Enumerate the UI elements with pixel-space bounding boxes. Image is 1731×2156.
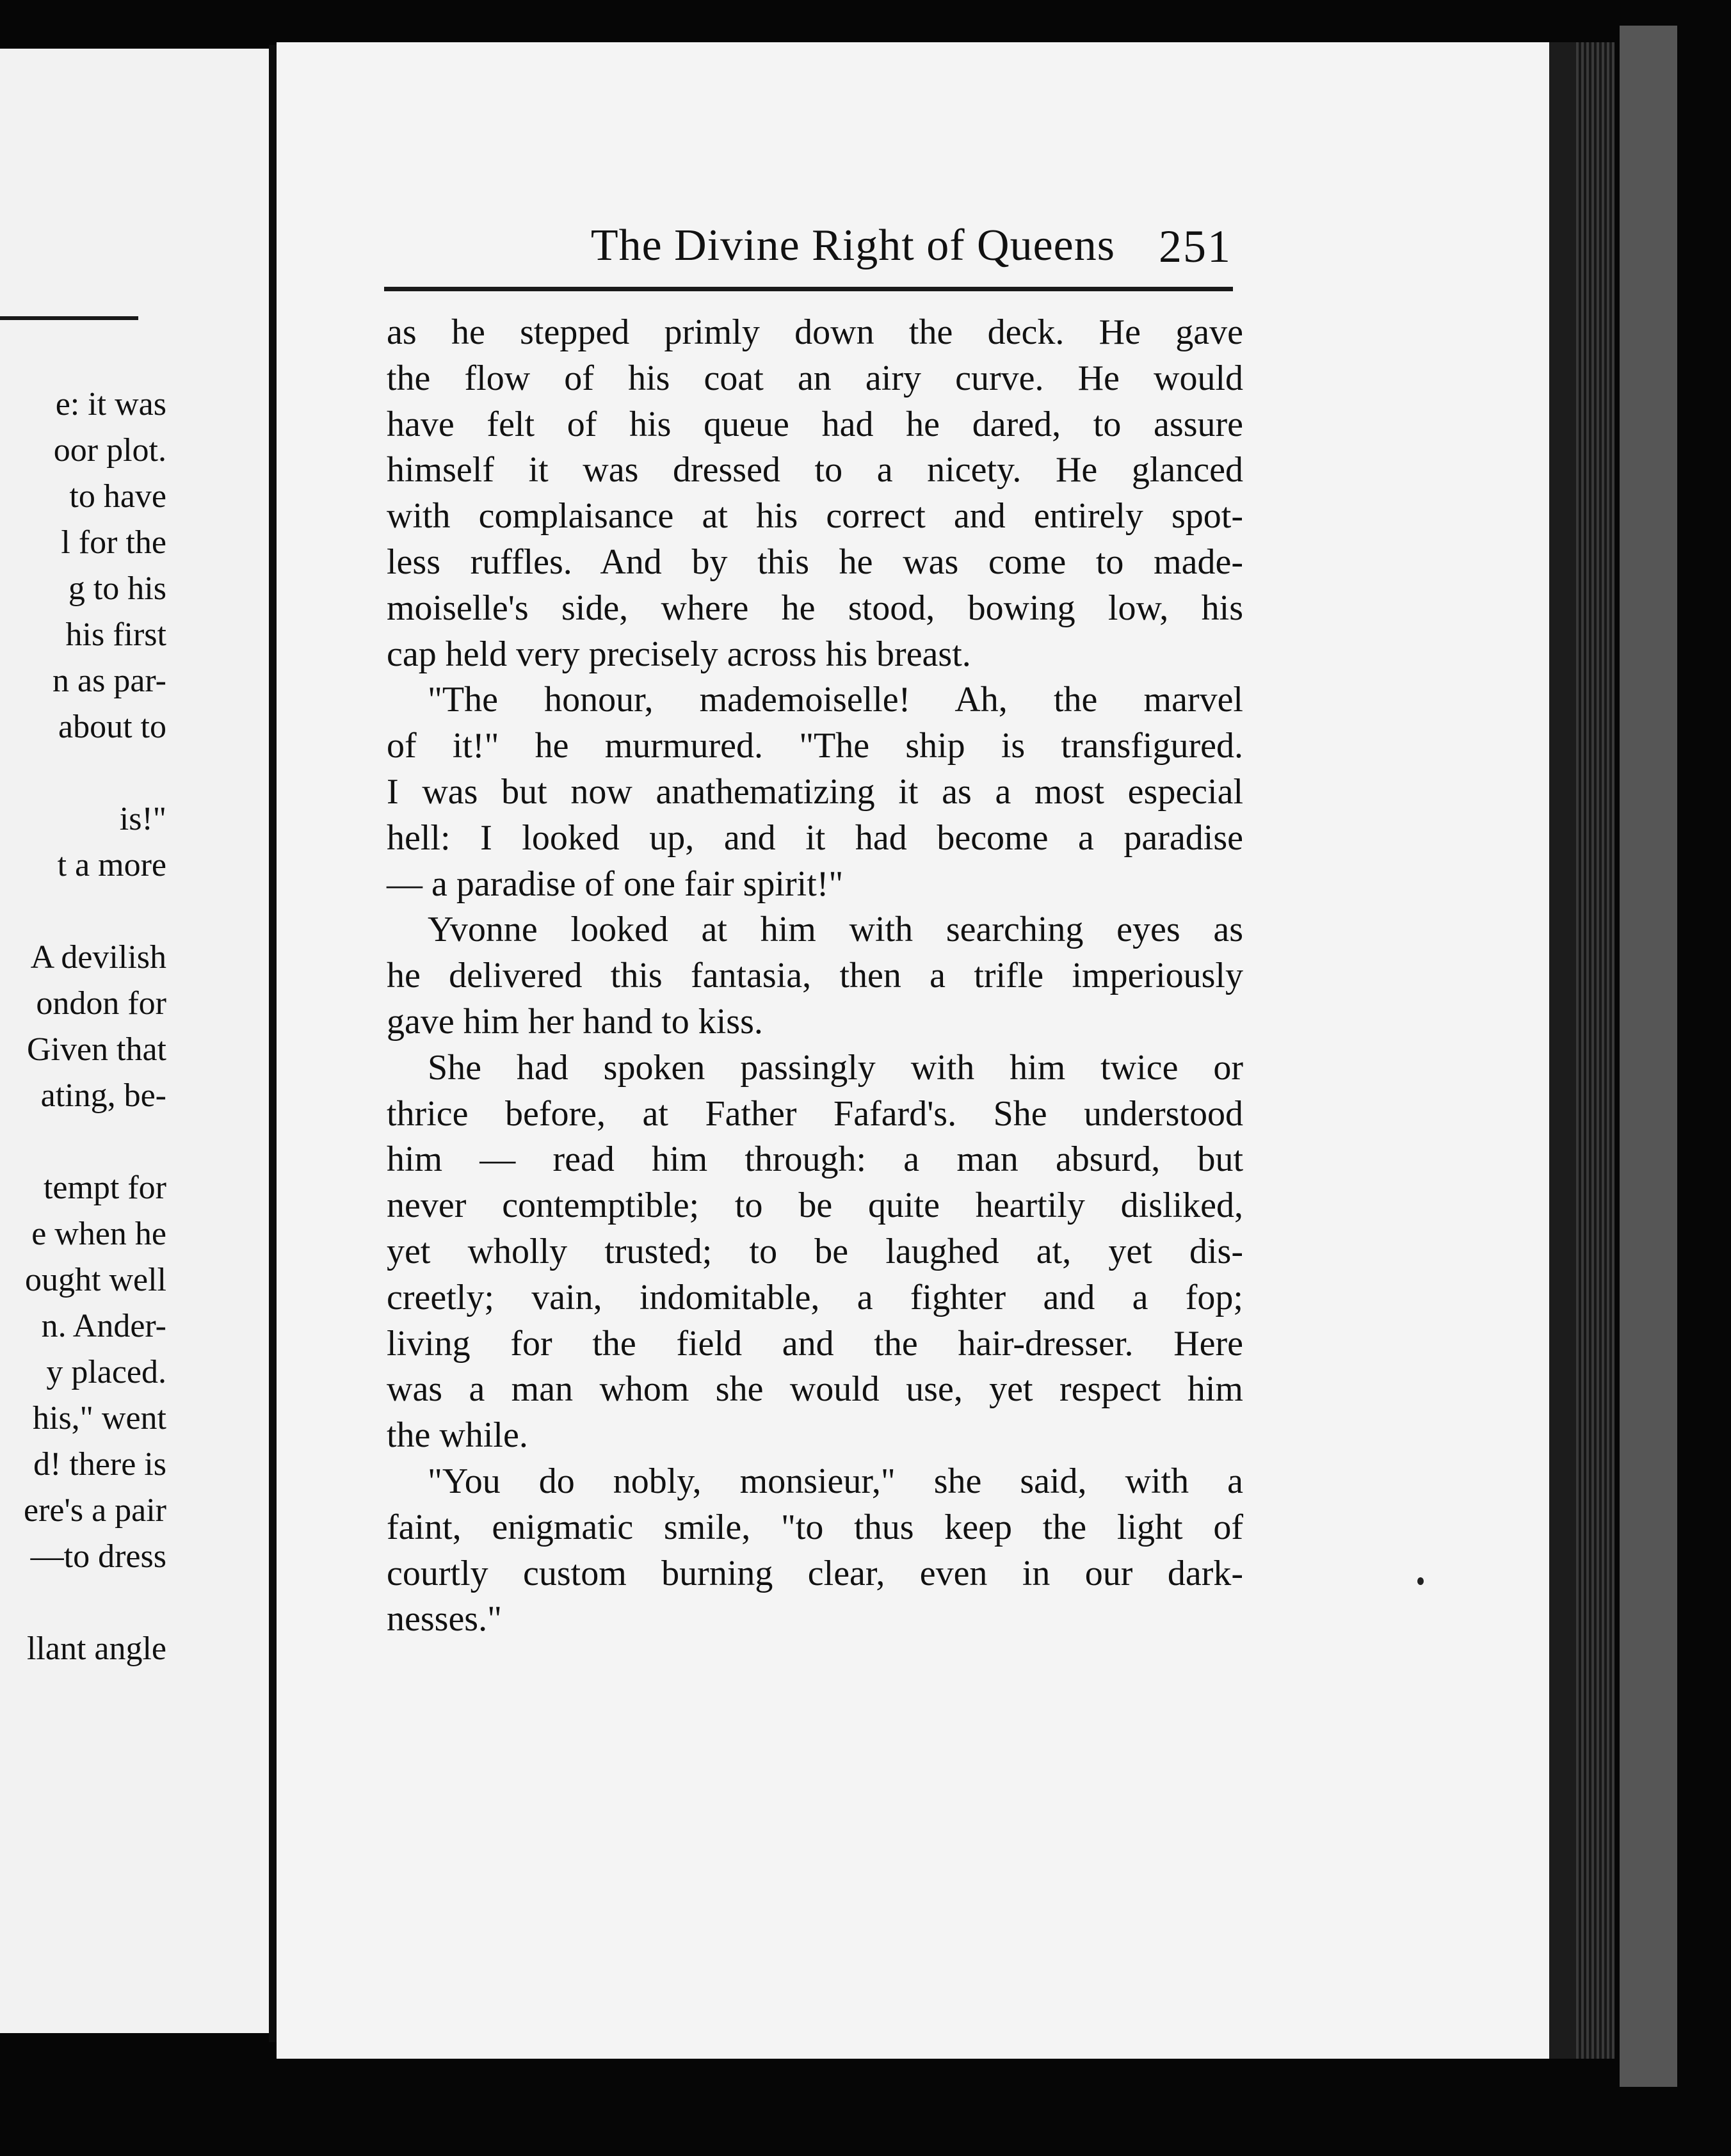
running-head: [384, 214, 1237, 284]
text-line: nesses.": [387, 1599, 502, 1639]
page-body-text: [387, 310, 1243, 1643]
previous-page-rule: [0, 316, 138, 320]
text-line: hell: I looked up, and it had become a paradise: [387, 817, 1243, 858]
text-line: courtly custom burning clear, even in our dark-: [387, 1553, 1243, 1593]
text-line: yet wholly trusted; to be laughed at, yet dis-: [387, 1231, 1243, 1271]
previous-page-line: his first: [65, 616, 166, 653]
previous-page-line: l for the: [61, 524, 166, 561]
text-line: the while.: [387, 1415, 528, 1456]
scan-speck: [1417, 1577, 1424, 1585]
text-line: with complaisance at his correct and entirely spot-: [387, 496, 1243, 536]
header-rule: [384, 287, 1233, 291]
text-line: faint, enigmatic smile, "to thus keep the light of: [387, 1507, 1243, 1547]
previous-page-line: [0, 1119, 166, 1165]
previous-page-line: tempt for: [43, 1170, 166, 1206]
previous-page-line: oor plot.: [53, 432, 166, 469]
text-line: creetly; vain, indomitable, a fighter and a fop;: [387, 1277, 1243, 1317]
text-line: I was but now anathematizing it as a most especial: [387, 771, 1243, 812]
previous-page-line: [0, 889, 166, 935]
text-line: less ruffles. And by this he was come to made-: [387, 542, 1243, 582]
text-line: gave him her hand to kiss.: [387, 1001, 763, 1042]
previous-page-line: ondon for: [36, 985, 166, 1022]
page-edges: [1576, 42, 1614, 2059]
text-line: him — read him through: a man absurd, but: [387, 1139, 1243, 1180]
previous-page-line: ating, be-: [40, 1077, 166, 1114]
book-cover-edge: [1620, 26, 1677, 2087]
previous-page-line: n as par-: [52, 663, 166, 699]
previous-page-line: A devilish: [30, 939, 166, 976]
previous-page-line: [0, 750, 166, 796]
text-line: was a man whom she would use, yet respect him: [387, 1369, 1243, 1410]
text-line: moiselle's side, where he stood, bowing low, his: [387, 588, 1243, 628]
running-title: The Divine Right of Queens: [590, 221, 1115, 270]
previous-page-line: e when he: [31, 1216, 166, 1252]
previous-page-line: t a more: [57, 847, 166, 883]
text-line: never contemptible; to be quite heartily disliked,: [387, 1186, 1243, 1226]
previous-page-line: [0, 1580, 166, 1626]
text-line: "You do nobly, monsieur," she said, with a: [428, 1461, 1243, 1501]
text-line: — a paradise of one fair spirit!": [387, 864, 844, 904]
text-line: the flow of his coat an airy curve. He would: [387, 358, 1243, 398]
text-line: himself it was dressed to a nicety. He glanced: [387, 450, 1243, 490]
previous-page-line: n. Ander-: [41, 1308, 166, 1344]
text-line: have felt of his queue had he dared, to assure: [387, 404, 1243, 444]
previous-page-line: e: it was: [55, 386, 166, 422]
previous-page-line: y placed.: [46, 1354, 166, 1390]
previous-page-line: to have: [69, 478, 166, 515]
previous-page-line: llant angle: [26, 1630, 166, 1667]
previous-page-line: about to: [58, 709, 166, 745]
previous-page-line: is!": [119, 801, 166, 837]
text-line: as he stepped primly down the deck. He gave: [387, 312, 1243, 352]
text-line: cap held very precisely across his breast.: [387, 634, 971, 674]
previous-page-line: ought well: [25, 1262, 166, 1298]
previous-page-line: g to his: [68, 570, 166, 607]
previous-page-text: [0, 382, 166, 1672]
text-line: She had spoken passingly with him twice or: [428, 1047, 1243, 1088]
text-line: thrice before, at Father Fafard's. She understood: [387, 1093, 1243, 1134]
text-line: Yvonne looked at him with searching eyes as: [428, 910, 1243, 950]
previous-page-line: Given that: [26, 1031, 166, 1068]
previous-page-line: ere's a pair: [23, 1492, 166, 1529]
page-number: 251: [1159, 221, 1232, 272]
text-line: living for the field and the hair-dresser. Here: [387, 1323, 1243, 1364]
text-line: he delivered this fantasia, then a trifle imperiously: [387, 956, 1243, 996]
previous-page: [0, 49, 269, 2033]
previous-page-line: his," went: [33, 1400, 166, 1436]
text-line: of it!" he murmured. "The ship is transfigured.: [387, 726, 1243, 766]
text-line: "The honour, mademoiselle! Ah, the marvel: [428, 680, 1243, 720]
previous-page-line: —to dress: [30, 1538, 166, 1575]
previous-page-line: d! there is: [33, 1446, 166, 1483]
